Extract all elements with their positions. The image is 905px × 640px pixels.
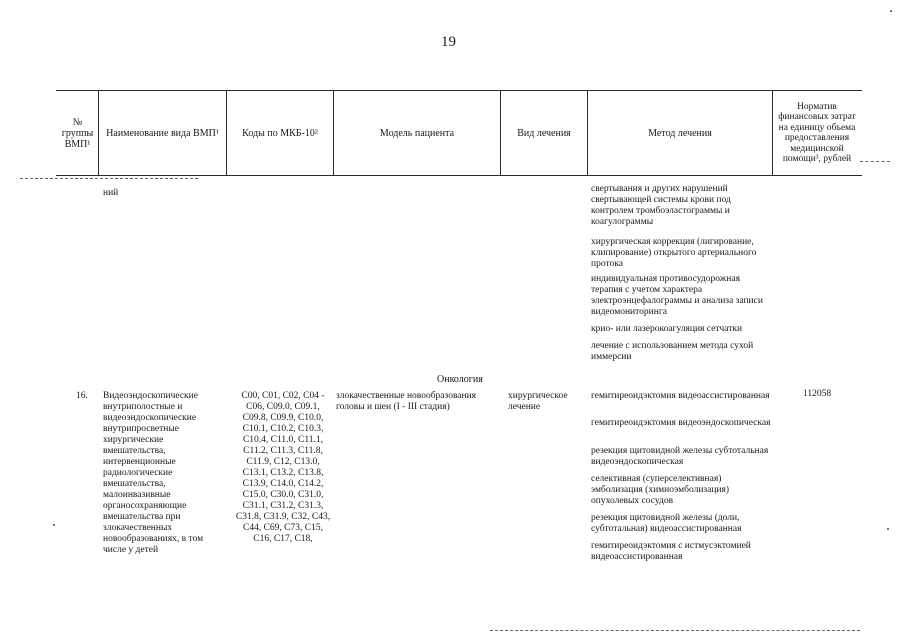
name-continuation: ний (103, 188, 119, 198)
header-col-cost-norm: Норматив финансовых затрат на единицу объема предоставления медицинской помощи³, рублей (778, 101, 856, 164)
scan-dash-artifact (860, 161, 890, 162)
scan-speck (890, 10, 892, 12)
method-item: индивидуальная противосудорожная терапия с учетом характера электроэнцефалограммы и анализа записи видеомониторинга (591, 274, 763, 317)
header-col-icd-codes: Коды по МКБ-10² (242, 127, 318, 139)
method-item: резекция щитовидной железы (доли, субтотальная) видеоассистированная (591, 513, 742, 534)
section-title: Онкология (437, 374, 483, 385)
method-item: крио- или лазерокоагуляция сетчатки (591, 324, 743, 334)
header-bottom-border (56, 175, 862, 176)
header-col-patient-model: Модель пациента (379, 127, 455, 139)
header-col-treatment-method: Метод лечения (648, 127, 712, 139)
row-cost-norm: 112058 (803, 389, 832, 399)
scan-speck (887, 528, 889, 530)
row-group-number: 16. (76, 391, 88, 401)
method-item: резекция щитовидной железы субтотальная видеоэндоскопическая (591, 446, 769, 467)
header-col-vmp-name: Наименование вида ВМП¹ (106, 127, 219, 139)
scan-speck (53, 524, 55, 526)
page-number: 19 (441, 34, 456, 50)
method-item: свертывания и других нарушений свертывающей системы крови под контролем тромбоэластограммы и коагулограммы (591, 184, 731, 227)
header-col-treatment-type: Вид лечения (517, 127, 571, 139)
method-item: гемитиреоидэктомия видеоассистированная (591, 391, 770, 401)
scan-dash-artifact (20, 178, 198, 179)
header-col-group-number: № группы ВМП¹ (61, 116, 94, 150)
method-item: гемитиреоидэктомия с истмусэктомией видеоассистированная (591, 541, 751, 562)
row-patient-model: злокачественные новообразования головы и шеи (I - III стадия) (336, 391, 477, 412)
method-item: лечение с использованием метода сухой иммерсии (591, 341, 754, 362)
row-vmp-name: Видеоэндоскопические внутриполостные и видеоэндоскопические внутрипросветные хирургические вмешательства, интервенционные радиологические вмешательства, малоинвазивные органосохраняющие вмешательства при злокачественных новообразованиях, в том числе у детей (103, 391, 204, 555)
scan-dash-artifact (490, 630, 860, 631)
method-item: селективная (суперселективная) эмболизация (химиоэмболизация) опухолевых сосудов (591, 474, 730, 506)
method-item: хирургическая коррекция (лигирование, клипирование) открытого артериального протока (591, 237, 757, 269)
method-item: гемитиреоидэктомия видеоэндоскопическая (591, 418, 771, 428)
header-divider (772, 90, 773, 176)
row-icd-codes: C00, C01, C02, C04 - C06, C09.0, C09.1, C09.8, C09.9, C10.0, C10.1, C10.2, C10.3, C10.4, C11.0, C11.1, C11.2, C11.3, C11.8, C11.9, C12, C13.0, C13.1, C13.2, C13.8, C13.9, C14.0, C14.2, C15.0, C30.0, C31.0, C31.1, C31.2, C31.3, C31.8, C31.9, C32, C43, C44, C69, C73, C15, C16, C17, C18, (235, 391, 331, 544)
row-treatment-type: хирургическое лечение (508, 391, 568, 412)
